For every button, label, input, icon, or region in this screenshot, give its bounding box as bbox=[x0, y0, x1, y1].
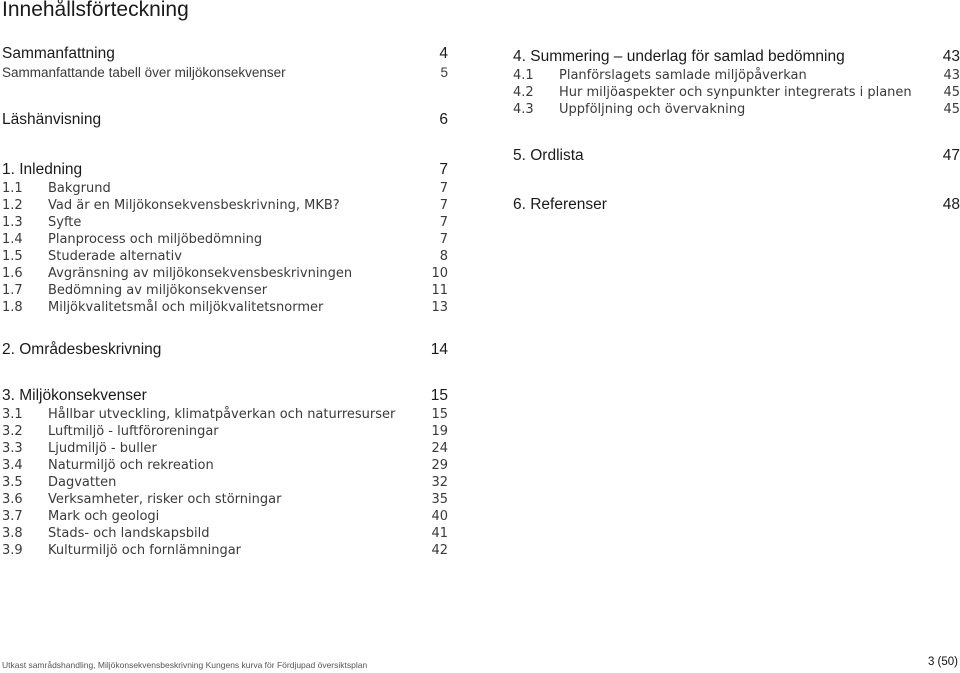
toc-section-label: 3. Miljökonsekvenser bbox=[2, 387, 147, 404]
toc-entry-page: 11 bbox=[431, 283, 448, 298]
toc-entry[interactable] bbox=[2, 491, 448, 508]
toc-entry-page: 45 bbox=[943, 85, 960, 100]
toc-section-1-items bbox=[2, 180, 448, 316]
toc-section-label: 1. Inledning bbox=[2, 161, 83, 178]
toc-entry-label: Avgränsning av miljökonsekvensbeskrivningen bbox=[48, 266, 353, 281]
toc-section-3[interactable] bbox=[2, 386, 448, 406]
toc-entry-number: 1.6 bbox=[2, 266, 23, 281]
toc-entry-number: 4.1 bbox=[513, 68, 534, 83]
toc-section-4-items bbox=[513, 67, 960, 118]
toc-entry-summary[interactable] bbox=[2, 44, 448, 64]
toc-section-6[interactable] bbox=[513, 195, 960, 215]
toc-entry-page: 4 bbox=[439, 45, 448, 62]
toc-entry-label: Ljudmiljö - buller bbox=[48, 441, 157, 456]
page-title: Innehållsförteckning bbox=[2, 0, 189, 21]
toc-entry-number: 3.1 bbox=[2, 407, 23, 422]
toc-entry-page: 7 bbox=[439, 215, 448, 230]
toc-entry-number: 3.4 bbox=[2, 458, 23, 473]
toc-entry-number: 3.2 bbox=[2, 424, 23, 439]
toc-entry-summary-table[interactable] bbox=[2, 64, 448, 81]
toc-entry-number: 1.2 bbox=[2, 198, 23, 213]
footer-document-info: Utkast samrådshandling, Miljökonsekvensbeskrivning Kungens kurva för Fördjupad översiktsplan bbox=[2, 660, 368, 670]
toc-entry-reading-guide[interactable] bbox=[2, 110, 448, 130]
toc-section-4[interactable] bbox=[513, 47, 960, 67]
toc-entry-label: Bedömning av miljökonsekvenser bbox=[48, 283, 268, 298]
toc-entry-label: Uppföljning och övervakning bbox=[559, 102, 746, 117]
toc-left-column bbox=[2, 44, 448, 559]
toc-entry[interactable] bbox=[2, 231, 448, 248]
toc-entry-page: 43 bbox=[943, 68, 960, 83]
toc-entry[interactable] bbox=[2, 423, 448, 440]
toc-entry-page: 10 bbox=[431, 266, 448, 281]
toc-entry[interactable] bbox=[2, 406, 448, 423]
toc-entry[interactable] bbox=[2, 525, 448, 542]
toc-entry-page: 6 bbox=[439, 111, 448, 128]
toc-entry[interactable] bbox=[2, 248, 448, 265]
toc-entry-page: 19 bbox=[431, 424, 448, 439]
footer-page-number: 3 (50) bbox=[927, 656, 958, 668]
toc-section-5[interactable] bbox=[513, 146, 960, 166]
toc-entry-number: 1.3 bbox=[2, 215, 23, 230]
toc-entry-page: 8 bbox=[439, 249, 448, 264]
toc-entry-number: 3.8 bbox=[2, 526, 23, 541]
toc-entry-page: 7 bbox=[439, 198, 448, 213]
toc-entry-page: 35 bbox=[431, 492, 448, 507]
toc-entry-number: 1.5 bbox=[2, 249, 23, 264]
toc-entry-page: 29 bbox=[431, 458, 448, 473]
toc-entry-number: 3.7 bbox=[2, 509, 23, 524]
toc-entry-label: Planprocess och miljöbedömning bbox=[48, 232, 263, 247]
toc-entry-label: Dagvatten bbox=[48, 475, 117, 490]
toc-entry[interactable] bbox=[513, 67, 960, 84]
page-footer bbox=[2, 658, 958, 672]
toc-entry-label: Hållbar utveckling, klimatpåverkan och naturresurser bbox=[48, 407, 396, 422]
toc-entry-page: 45 bbox=[943, 102, 960, 117]
toc-entry[interactable] bbox=[513, 101, 960, 118]
toc-section-label: 4. Summering – underlag för samlad bedömning bbox=[513, 48, 845, 65]
toc-entry-page: 24 bbox=[431, 441, 448, 456]
toc-entry-page: 41 bbox=[431, 526, 448, 541]
toc-entry-label: Bakgrund bbox=[48, 181, 111, 196]
toc-entry[interactable] bbox=[2, 197, 448, 214]
toc-entry-label: Miljökvalitetsmål och miljökvalitetsnormer bbox=[48, 300, 324, 315]
toc-section-2[interactable] bbox=[2, 340, 448, 360]
toc-entry-label: Studerade alternativ bbox=[48, 249, 182, 264]
toc-entry[interactable] bbox=[2, 440, 448, 457]
toc-entry-page: 13 bbox=[431, 300, 448, 315]
toc-section-page: 47 bbox=[942, 147, 960, 164]
toc-entry-label: Sammanfattning bbox=[2, 45, 115, 62]
toc-entry-label: Stads- och landskapsbild bbox=[48, 526, 210, 541]
toc-section-label: 2. Områdesbeskrivning bbox=[2, 341, 162, 358]
toc-entry[interactable] bbox=[2, 508, 448, 525]
toc-entry[interactable] bbox=[2, 457, 448, 474]
toc-section-label: 5. Ordlista bbox=[513, 147, 584, 164]
toc-entry[interactable] bbox=[2, 299, 448, 316]
toc-section-label: 6. Referenser bbox=[513, 196, 607, 213]
toc-entry[interactable] bbox=[2, 180, 448, 197]
toc-entry-number: 1.1 bbox=[2, 181, 23, 196]
toc-entry-label: Läshänvisning bbox=[2, 111, 102, 128]
toc-entry-label: Hur miljöaspekter och synpunkter integrerats i planen bbox=[559, 85, 912, 100]
toc-entry-label: Naturmiljö och rekreation bbox=[48, 458, 214, 473]
toc-entry-number: 3.9 bbox=[2, 543, 23, 558]
toc-entry[interactable] bbox=[2, 542, 448, 559]
toc-section-3-items bbox=[2, 406, 448, 559]
toc-entry-label: Planförslagets samlade miljöpåverkan bbox=[559, 68, 807, 83]
toc-entry[interactable] bbox=[2, 282, 448, 299]
toc-entry-number: 3.6 bbox=[2, 492, 23, 507]
toc-section-page: 14 bbox=[430, 341, 448, 358]
toc-entry-label: Luftmiljö - luftföroreningar bbox=[48, 424, 219, 439]
toc-entry-label: Sammanfattande tabell över miljökonsekvenser bbox=[2, 65, 286, 80]
toc-entry-label: Vad är en Miljökonsekvensbeskrivning, MKB? bbox=[48, 198, 340, 213]
toc-entry[interactable] bbox=[2, 474, 448, 491]
toc-entry-page: 32 bbox=[431, 475, 448, 490]
toc-entry-label: Kulturmiljö och fornlämningar bbox=[48, 543, 242, 558]
toc-entry-label: Syfte bbox=[48, 215, 82, 230]
toc-section-page: 48 bbox=[942, 196, 960, 213]
toc-entry-page: 15 bbox=[431, 407, 448, 422]
toc-entry-number: 4.3 bbox=[513, 102, 534, 117]
toc-section-1[interactable] bbox=[2, 160, 448, 180]
toc-entry-page: 42 bbox=[431, 543, 448, 558]
toc-entry-number: 1.4 bbox=[2, 232, 23, 247]
toc-entry-number: 3.3 bbox=[2, 441, 23, 456]
toc-entry-page: 7 bbox=[439, 181, 448, 196]
toc-entry-number: 4.2 bbox=[513, 85, 534, 100]
toc-section-page: 43 bbox=[942, 48, 960, 65]
toc-entry[interactable] bbox=[513, 84, 960, 101]
toc-right-column bbox=[513, 47, 960, 215]
toc-entry-number: 3.5 bbox=[2, 475, 23, 490]
toc-entry-page: 5 bbox=[440, 65, 448, 80]
toc-section-page: 15 bbox=[430, 387, 448, 404]
toc-entry-number: 1.8 bbox=[2, 300, 23, 315]
toc-entry-label: Mark och geologi bbox=[48, 509, 160, 524]
toc-entry-number: 1.7 bbox=[2, 283, 23, 298]
toc-entry-page: 40 bbox=[431, 509, 448, 524]
toc-section-page: 7 bbox=[439, 161, 448, 178]
toc-entry-label: Verksamheter, risker och störningar bbox=[48, 492, 282, 507]
toc-entry[interactable] bbox=[2, 265, 448, 282]
toc-entry-page: 7 bbox=[439, 232, 448, 247]
toc-entry[interactable] bbox=[2, 214, 448, 231]
